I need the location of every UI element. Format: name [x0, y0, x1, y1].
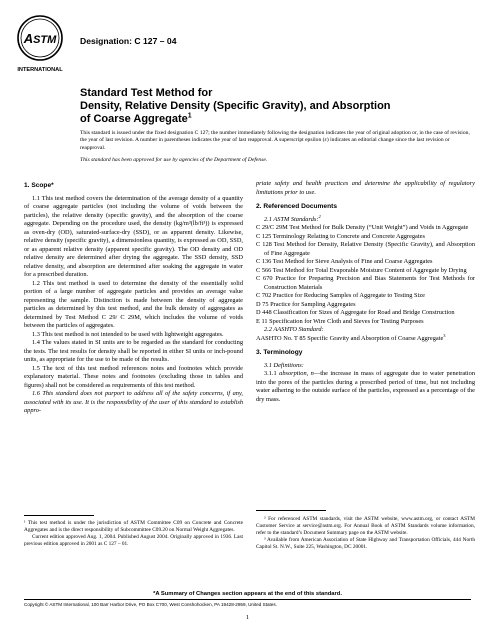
title-line-2: Density, Relative Density (Specific Gravity), and Absorption [80, 100, 391, 112]
ref-d448: D 448 Classification for Sizes of Aggregate for Road and Bridge Construction [256, 309, 455, 316]
para-1-6-continued: priate safety and health practices and determine the applicability of regulatory limitations prior to use. [256, 180, 475, 196]
footnote-rule-right [256, 510, 326, 511]
svg-text:ASTM: ASTM [23, 31, 57, 46]
para-3-1-1-text: —the increase in mass of aggregate due to water penetration into the pores of the particles during a prescribed period of time, but not including water adhering to the outside surface of the particles, expressed as a percentage of the dry mass. [256, 370, 475, 403]
footnote-1-text: ¹ This test method is under the jurisdiction of ASTM Committee C09 on Concrete and Concrete Aggregates and is the direct responsibility of Subcommittee C09.20 on Normal Weight Aggregates. [24, 520, 243, 533]
astm-international-logo [12, 12, 68, 76]
approval-note: This standard has been approved for use by agencies of the Department of Defense. [80, 157, 268, 163]
designation: Designation: C 127 – 04 [80, 36, 177, 46]
para-1-1: 1.1 This test method covers the determination of the average density of a quantity of coarse aggregate particles (not including the volume of voids between the particles), the relative density (specific gravity), and the absorption of the coarse aggregate. Depending on the procedure used, the density (kg/m³(lb/ft³)) is expressed as oven-dry (OD), saturated-surface-dry (SSD), or as apparent density. Likewise, relative density (specific gravity), a dimensionless quantity, is expressed as OD, SSD, or as apparent relative density (apparent specific gravity). The OD density and OD relative density are determined after drying the aggregate. The SSD density, SSD relative density, and absorption are determined after soaking the aggregate in water for a prescribed duration. [24, 194, 243, 278]
para-1-4: 1.4 The values stated in SI units are to be regarded as the standard for conducting the tests. The test results for density shall be reported in either SI units or inch-pound units, as appropriate for the use to be made of the results. [24, 339, 243, 363]
para-2-1: 2.1 ASTM Standards: [264, 215, 319, 223]
issuance-note: This standard is issued under the fixed designation C 127; the number immediately following the designation indicates the year of original adoption or, in the case of revision, the year of last revision. A number in parentheses indicates the year of last reapproval. A superscript epsilon (ε) indicates an editorial change since the last revision or reapproval. [80, 130, 470, 151]
ref-aashto-t85: AASHTO No. T 85 Specific Gravity and Absorption of Coarse Aggregate [256, 334, 444, 342]
summary-of-changes-note: *A Summary of Changes section appears at the end of this standard. [153, 591, 342, 597]
section-2-heading: 2. Referenced Documents [256, 203, 337, 210]
footnotes-right [256, 516, 475, 551]
footnote-rule-left [24, 515, 94, 516]
footnote-3: ³ Available from American Association of State Highway and Transportation Officials, 444 North Capitol St. N.W., Suite 225, Washington, DC 20001. [256, 537, 475, 550]
logo-text: INTERNATIONAL [17, 67, 63, 73]
ref-c136: C 136 Test Method for Sieve Analysis of Fine and Coarse Aggregates [256, 258, 433, 265]
title-footnote-mark: 1 [187, 112, 192, 120]
para-1-2: 1.2 This test method is used to determine the density of the essentially solid portion of a large number of aggregate particles and provides an average value representing the sample. Distinction is made between the density of aggregate particles as determined by this test method, and the bulk density of aggregates as determined by Test Method C 29/ C 29M, which includes the volume of voids between the particles of aggregates. [24, 279, 243, 329]
title-line-1: Standard Test Method for [80, 87, 213, 99]
para-2-1-mark: 2 [318, 213, 321, 219]
para-1-5: 1.5 The text of this test method references notes and footnotes which provide explanatory material. These notes and footnotes (excluding those in tables and figures) shall not be considered as requirements of this test method. [24, 364, 243, 389]
para-3-1-1-number: 3.1.1 [264, 370, 277, 377]
ref-e11: E 11 Specification for Wire Cloth and Sieves for Testing Purposes [256, 317, 424, 325]
ref-d75: D 75 Practice for Sampling Aggregates [256, 300, 356, 308]
footnote-1-edition: Current edition approved Aug. 1, 2004. Published August 2004. Originally approved in 1936. Last previous edition approved in 2001 as C 127 – 01. [24, 534, 243, 547]
para-3-1-1-term: absorption, n [279, 370, 314, 377]
para-1-6: 1.6 This standard does not purport to address all of the safety concerns, if any, associated with its use. It is the responsibility of the user of this standard to establish appro- [24, 390, 243, 414]
section-1-heading: 1. Scope* [24, 182, 54, 189]
ref-c128: C 128 Test Method for Density, Relative Density (Specific Gravity), and Absorption of Fine Aggregate [256, 241, 475, 257]
document-title [80, 87, 470, 126]
copyright: Copyright © ASTM International, 100 Barr Harbor Drive, PO Box C700, West Conshohocken, PA 19428-2959, United States. [24, 602, 277, 607]
ref-c125: C 125 Terminology Relating to Concrete and Concrete Aggregates [256, 232, 425, 240]
page-number: 1 [245, 614, 250, 621]
left-column [24, 180, 243, 416]
ref-c566: C 566 Test Method for Total Evaporable Moisture Content of Aggregate by Drying [256, 266, 467, 274]
para-1-3: 1.3 This test method is not intended to be used with lightweight aggregates. [32, 330, 224, 338]
right-column [256, 180, 475, 404]
footnote-2: ² For referenced ASTM standards, visit the ASTM website, www.astm.org, or contact ASTM Customer Service at service@astm.org. For Annual Book of ASTM Standards volume information, refer to the standard’s Document Summary page on the ASTM website. [256, 516, 475, 536]
aashto-mark: 3 [443, 332, 446, 338]
page-bottom-rule [24, 599, 471, 600]
ref-c29: C 29/C 29M Test Method for Bulk Density (“Unit Weight”) and Voids in Aggregate [256, 224, 469, 231]
ref-c702: C 702 Practice for Reducing Samples of Aggregate to Testing Size [256, 292, 425, 299]
para-3-1: 3.1 Definitions: [264, 361, 304, 369]
para-2-2: 2.2 AASHTO Standard: [264, 326, 324, 333]
title-line-3: of Coarse Aggregate [80, 113, 188, 125]
ref-c670: C 670 Practice for Preparing Precision and Bias Statements for Test Methods for Construction Materials [256, 275, 475, 291]
footnote-1 [24, 520, 243, 548]
section-3-heading: 3. Terminology [256, 349, 303, 356]
